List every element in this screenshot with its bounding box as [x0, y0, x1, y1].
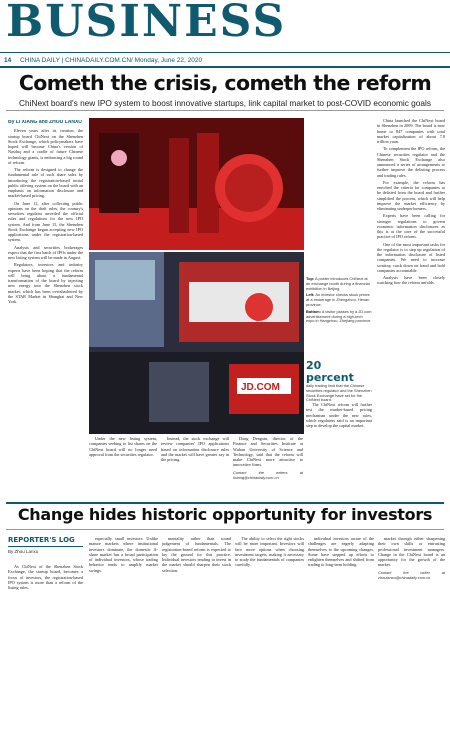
photo-jd-expo-art: [89, 252, 304, 434]
paragraph: mentality rather than sound judgement of fundamentals. The registration-based reform is expected to lay the ground for this practice. Individual investors tending to invest in the market should sharpen their stock selection.: [162, 536, 231, 573]
second-byline: By Zhou Lanxu: [8, 549, 39, 554]
second-column-5: [308, 536, 374, 744]
stat-number: 20 percent: [306, 359, 354, 384]
paragraph: One of the most important tasks for the regulator is to step up regulation of the information disclosure of listed companies. We need to increase scrutiny, crack down on fraud and hold companies accountable.: [377, 241, 445, 273]
paragraph: market through either sharpening their own skills or entrusting professional investment managers. Change in the ChiNext board is an opportunity for the growth of the market.: [378, 536, 445, 568]
lead-column-right: [377, 118, 445, 498]
reporters-log: [8, 536, 83, 554]
second-column-1: [8, 564, 83, 744]
paragraph: Eleven years after its creation, the startup board ChiNext on the Shenzhen Stock Exchange, which policymakers have hoped will become China's version of Nasdaq and a cradle of future Chinese technology giants, is embracing a big round of reform.: [8, 128, 83, 165]
lead-column-1: [8, 120, 83, 498]
second-headline: Change hides historic opportunity for investors: [17, 505, 433, 524]
paragraph: individual investors aware of the challenges are eagerly adapting themselves to the upcoming changes. Some have stepped up efforts to enlighten themselves and shifted from trading to long-term holding.: [308, 536, 374, 568]
paragraph: Regulators, investors and industry experts have been hoping that the reform will bring about a fundamental transformation of the board by injecting new energy into the Shenzhen stock market, which has been overshadowed by the STAR Market in Shanghai and New York.: [8, 262, 83, 304]
photo-jd-expo: [89, 252, 304, 434]
paragraph: As ChiNext of the Shenzhen Stock Exchange, the startup board, becomes a focus of investors, the registration-based IPO system is more than a reform of the listing rules.: [8, 564, 83, 590]
paragraph: Analysts have been closely watching how the reform unfolds.: [377, 275, 445, 286]
paragraph: Instead, the stock exchange will review companies' IPO applications based on information disclosure rules and the market will have greater say in the pricing.: [161, 436, 229, 462]
stat-callout: [306, 360, 372, 403]
second-headline-rule: [6, 529, 444, 530]
dateline-bar: [0, 56, 450, 65]
photo-chinext-poster: [89, 118, 304, 250]
lead-contact: Contact the writers at lixiang@chinadaily.com.cn: [233, 469, 303, 480]
lead-column-mid: [306, 402, 372, 498]
dateline: CHINA DAILY | CHINADAILY.COM.CN/ Monday, June 22, 2020: [20, 57, 203, 64]
caption-left: Left: An investor checks stock prices at a brokerage in Zhengzhou, Henan province.: [306, 292, 370, 307]
second-contact: Contact the writer at zhoulanxu@chinadaily.com.cn: [378, 569, 445, 580]
lead-column-under-3: [233, 436, 303, 498]
reporters-log-title: REPORTER'S LOG: [8, 536, 75, 544]
photo-captions: [306, 277, 372, 357]
second-column-6: [378, 536, 445, 744]
paragraph: Under the new listing system, companies seeking to list shares on the ChiNext board will no longer need approval from the securities regulator.: [89, 436, 157, 457]
second-column-2: [89, 536, 158, 744]
masthead-rule: [0, 52, 450, 53]
page-number: 14: [4, 57, 12, 64]
stat-text: daily trading limit that the Chinese securities regulator and the Shenzhen Stock Exchange have set for the ChiNext board.: [306, 383, 372, 403]
svg-text:JD.COM: JD.COM: [241, 382, 280, 393]
caption-bottom: Bottom: A visitor passes by a JD.com advertisement during a high-tech expo in Hangzhou, Zhejiang province.: [306, 308, 372, 324]
paragraph: Analysts and securities brokerages expect that the first batch of IPOs under the new listing system will be made in August.: [8, 244, 83, 260]
section-title: BUSINESS: [6, 0, 287, 47]
lead-byline: By LI XIANG and ZHOU LANXU: [8, 120, 82, 125]
paragraph: especially small investors. Unlike mature markets where institutional investors dominate, the domestic A-share market has a broad participation of individual investors, whose trading behavior tends to amplify market swings.: [89, 536, 158, 573]
lead-column-under-1: [89, 436, 157, 498]
second-column-3: [162, 536, 231, 744]
caption-top: Top: A poster introduces ChiNext at an exchange booth during a financial exhibition in Beijing.: [306, 277, 370, 291]
dateline-rule: [0, 66, 450, 68]
paragraph: For example, the reform has enriched the criteria for companies to be delisted from the board and further simplified the process, which will help improve the market efficiency by eliminating underperformers.: [377, 179, 445, 211]
reporters-log-rule: [8, 546, 83, 547]
lead-column-under-2: [161, 436, 229, 498]
subhead-rule: [6, 110, 444, 111]
paragraph: China launched the ChiNext board in Shenzhen in 2009. The board is now home to 847 companies with total market capitalization of about 7.8 trillion yuan.: [377, 118, 445, 144]
lead-headline: Cometh the crisis, cometh the reform: [18, 71, 432, 95]
second-column-4: [235, 536, 304, 744]
paragraph: To complement the IPO reform, the Chinese securities regulator and the Shenzhen Stock Exchange also announced a series of arrangements to further improve the delisting process and trading rules.: [377, 146, 445, 178]
photo-chinext-poster-art: [89, 118, 304, 250]
lead-subhead: ChiNext board's new IPO system to boost innovative startups, link capital market to post-COVID economic goals: [19, 98, 431, 108]
paragraph: Dong Dengxin, director of the Finance and Securities Institute at Wuhan University of Science and Technology, said that the reform will make ChiNext more attractive to innovative firms.: [233, 436, 303, 468]
paragraph: The ChiNext reform will further test the market-based pricing mechanism under the new rules, which regulators said is an important step to develop the capital market.: [306, 402, 372, 428]
paragraph: The ability to select the right stocks will be more important. Investors will face more options when choosing investment targets, making it necessary to study the fundamentals of companies carefully.: [235, 536, 304, 568]
paragraph: Experts have been calling for stronger regulations to govern economic information disclosures as this is at the core of the successful practice of IPO reform.: [377, 213, 445, 240]
paragraph: The reform is designed to change the fundamental rule of such share sales by introducing the registration-based initial public offering system on the board with an emphasis on information disclosure and market-based pricing.: [8, 167, 83, 199]
paragraph: On June 12, after collecting public opinions on the draft rules, the country's securities regulator unveiled the official rules and regulations for the new IPO system. And from June 15, the Shenzhen Stock Exchange began accepting new IPO applications under the registration-based system.: [8, 200, 83, 243]
